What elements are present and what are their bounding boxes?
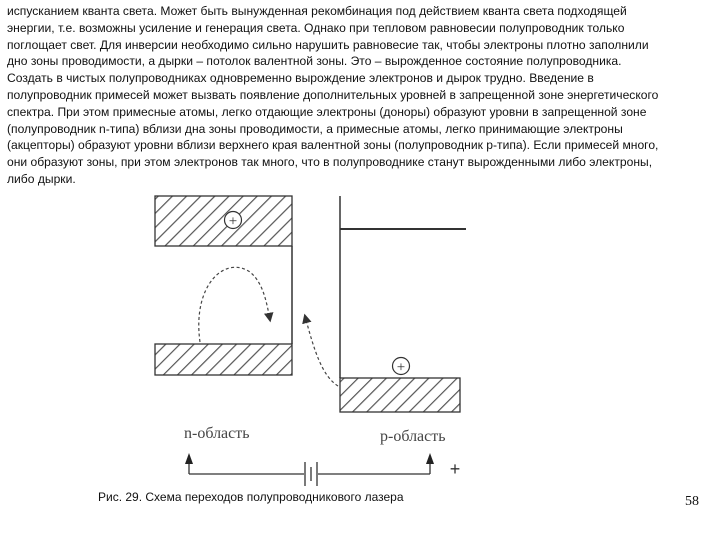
paragraph-line: поглощает свет. Для инверсии необходимо сильно нарушить равновесие так, чтобы электроны плотно заполнили — [7, 37, 649, 52]
paragraph-line: (акцепторы) образуют уровни вблизи верхнего края валентной зоны (полупроводник p-типа). Если примесей много, — [7, 138, 659, 153]
paragraph-line: (полупроводник n-типа) вблизи дна зоны проводимости, а примесные атомы, легко принимающие электроны — [7, 121, 623, 136]
page-number: 58 — [685, 494, 699, 509]
p-valence-band — [340, 378, 460, 412]
p-region-label: p-область — [380, 428, 446, 445]
figure-caption: Рис. 29. Схема переходов полупроводникового лазера — [98, 490, 404, 504]
paragraph-line: спектра. При этом примесные атомы, легко отдающие электроны (доноры) образуют уровни в запрещенной зоне — [7, 104, 647, 119]
svg-text:+: + — [396, 359, 406, 376]
paragraph-line: энергии, т.е. возможны усиление и генерация света. Однако при тепловом равновесии полупроводник только — [7, 20, 625, 35]
battery-icon — [305, 462, 317, 486]
n-region-charge — [225, 212, 242, 230]
hole-transition-arrow — [305, 316, 338, 386]
positive-terminal-sign: + — [449, 459, 461, 479]
paragraph-line: либо дырки. — [7, 171, 76, 186]
svg-text:+: + — [228, 213, 238, 230]
p-region-charge — [393, 358, 410, 376]
paragraph-line: они образуют зоны, при этом электронов так много, что в полупроводнике станут вырожденными либо электроны, — [7, 155, 653, 170]
paragraph-line: испусканием кванта света. Может быть вынужденная рекомбинация под действием кванта света подходящей — [7, 4, 627, 18]
n-region-label: n-область — [184, 425, 250, 442]
bias-circuit — [185, 453, 434, 474]
paragraph-line: полупроводник примесей может вызвать появление дополнительных уровней в запрещенной зоне энергетического — [7, 87, 659, 102]
n-conduction-band — [155, 196, 292, 246]
electron-transition-arrow — [199, 267, 270, 342]
paragraph-line: дно зоны проводимости, а дырки – потолок валентной зоны. Это – вырожденное состояние полупроводника. — [7, 54, 622, 69]
paragraph-line: Создать в чистых полупроводниках одновременно вырождение электронов и дырок трудно. Введение в — [7, 71, 594, 86]
n-valence-band — [155, 344, 292, 375]
